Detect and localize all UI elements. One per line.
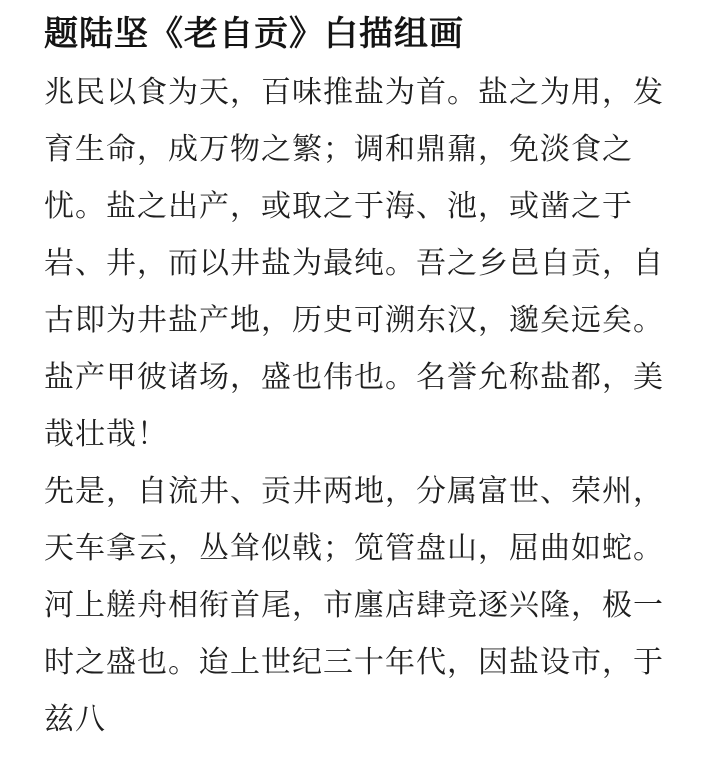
article-title: 题陆坚《老自贡》白描组画 — [44, 14, 464, 54]
text-line: 兹八 — [44, 702, 106, 737]
text-line: 兆民以食为天，百味推盐为首。盐之为用，发 — [44, 75, 664, 110]
text-line: 时之盛也。迨上世纪三十年代，因盐设市，于 — [44, 645, 664, 680]
text-line: 河上艖舟相衔首尾，市廛店肆竞逐兴隆，极一 — [44, 588, 664, 623]
text-line: 古即为井盐产地，历史可溯东汉，邈矣远矣。 — [44, 303, 664, 338]
text-line: 盐产甲彼诸场，盛也伟也。名誉允称盐都，美 — [44, 360, 664, 395]
text-line: 哉壮哉！ — [44, 417, 168, 452]
text-line: 育生命，成万物之繁；调和鼎鼐，免淡食之 — [44, 132, 633, 167]
text-line: 岩、井，而以井盐为最纯。吾之乡邑自贡，自 — [44, 246, 664, 281]
text-line: 忧。盐之出产，或取之于海、池，或凿之于 — [44, 189, 633, 224]
article-body — [44, 64, 684, 748]
text-line: 先是，自流井、贡井两地，分属富世、荣州， — [44, 474, 664, 509]
text-line: 天车拿云，丛耸似戟；笕管盘山，屈曲如蛇。 — [44, 531, 664, 566]
article — [44, 0, 684, 748]
